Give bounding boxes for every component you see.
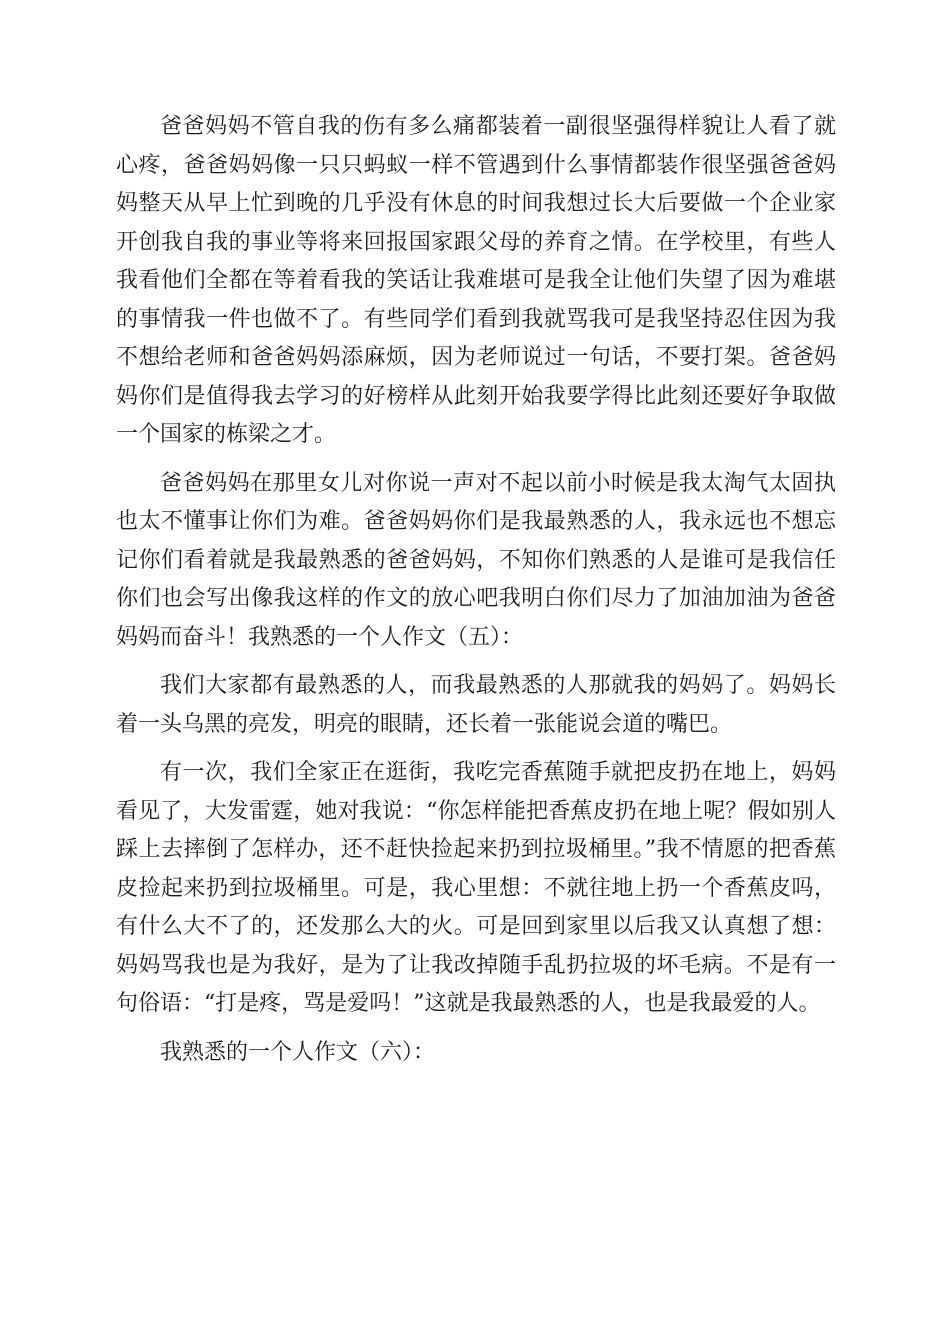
paragraph-2: 爸爸妈妈在那里女儿对你说一声对不起以前小时候是我太淘气太固执也太不懂事让你们为难。爸爸妈妈你们是我最熟悉的人，我永远也不想忘记你们看着就是我最熟悉的爸爸妈妈，不知你们熟悉的人是谁可是我信任你们也会写出像我这样的作文的放心吧我明白你们尽力了加油加油为爸爸妈妈而奋斗！我熟悉的一个人作文（五）： (116, 470, 836, 650)
paragraph-3: 我们大家都有最熟悉的人，而我最熟悉的人那就我的妈妈了。妈妈长着一头乌黑的亮发，明亮的眼睛，还长着一张能说会道的嘴巴。 (116, 673, 836, 737)
section-heading-6: 我熟悉的一个人作文（六）： (160, 1039, 436, 1065)
paragraph-1: 爸爸妈妈不管自我的伤有多么痛都装着一副很坚强得样貌让人看了就心疼，爸爸妈妈像一只只蚂蚁一样不管遇到什么事情都装作很坚强爸爸妈妈整天从早上忙到晚的几乎没有休息的时间我想过长大后要做一个企业家开创我自我的事业等将来回报国家跟父母的养育之情。在学校里，有些人我看他们全都在等着看我的笑话让我难堪可是我全让他们失望了因为难堪的事情我一件也做不了。有些同学们看到我就骂我可是我坚持忍住因为我不想给老师和爸爸妈妈添麻烦，因为老师说过一句话，不要打架。爸爸妈妈你们是值得我去学习的好榜样从此刻开始我要学得比此刻还要好争取做一个国家的栋梁之才。 (116, 114, 836, 447)
paragraph-4: 有一次，我们全家正在逛街，我吃完香蕉随手就把皮扔在地上，妈妈看见了，大发雷霆，她对我说：“你怎样能把香蕉皮扔在地上呢？假如别人踩上去摔倒了怎样办，还不赶快捡起来扔到拉圾桶里。”我不情愿的把香蕉皮捡起来扔到拉圾桶里。可是，我心里想：不就往地上扔一个香蕉皮吗，有什么大不了的，还发那么大的火。可是回到家里以后我又认真想了想：妈妈骂我也是为我好，是为了让我改掉随手乱扔拉圾的坏毛病。不是有一句俗语：“打是疼，骂是爱吗！”这就是我最熟悉的人，也是我最爱的人。 (116, 760, 836, 1016)
document-body (116, 108, 836, 1072)
